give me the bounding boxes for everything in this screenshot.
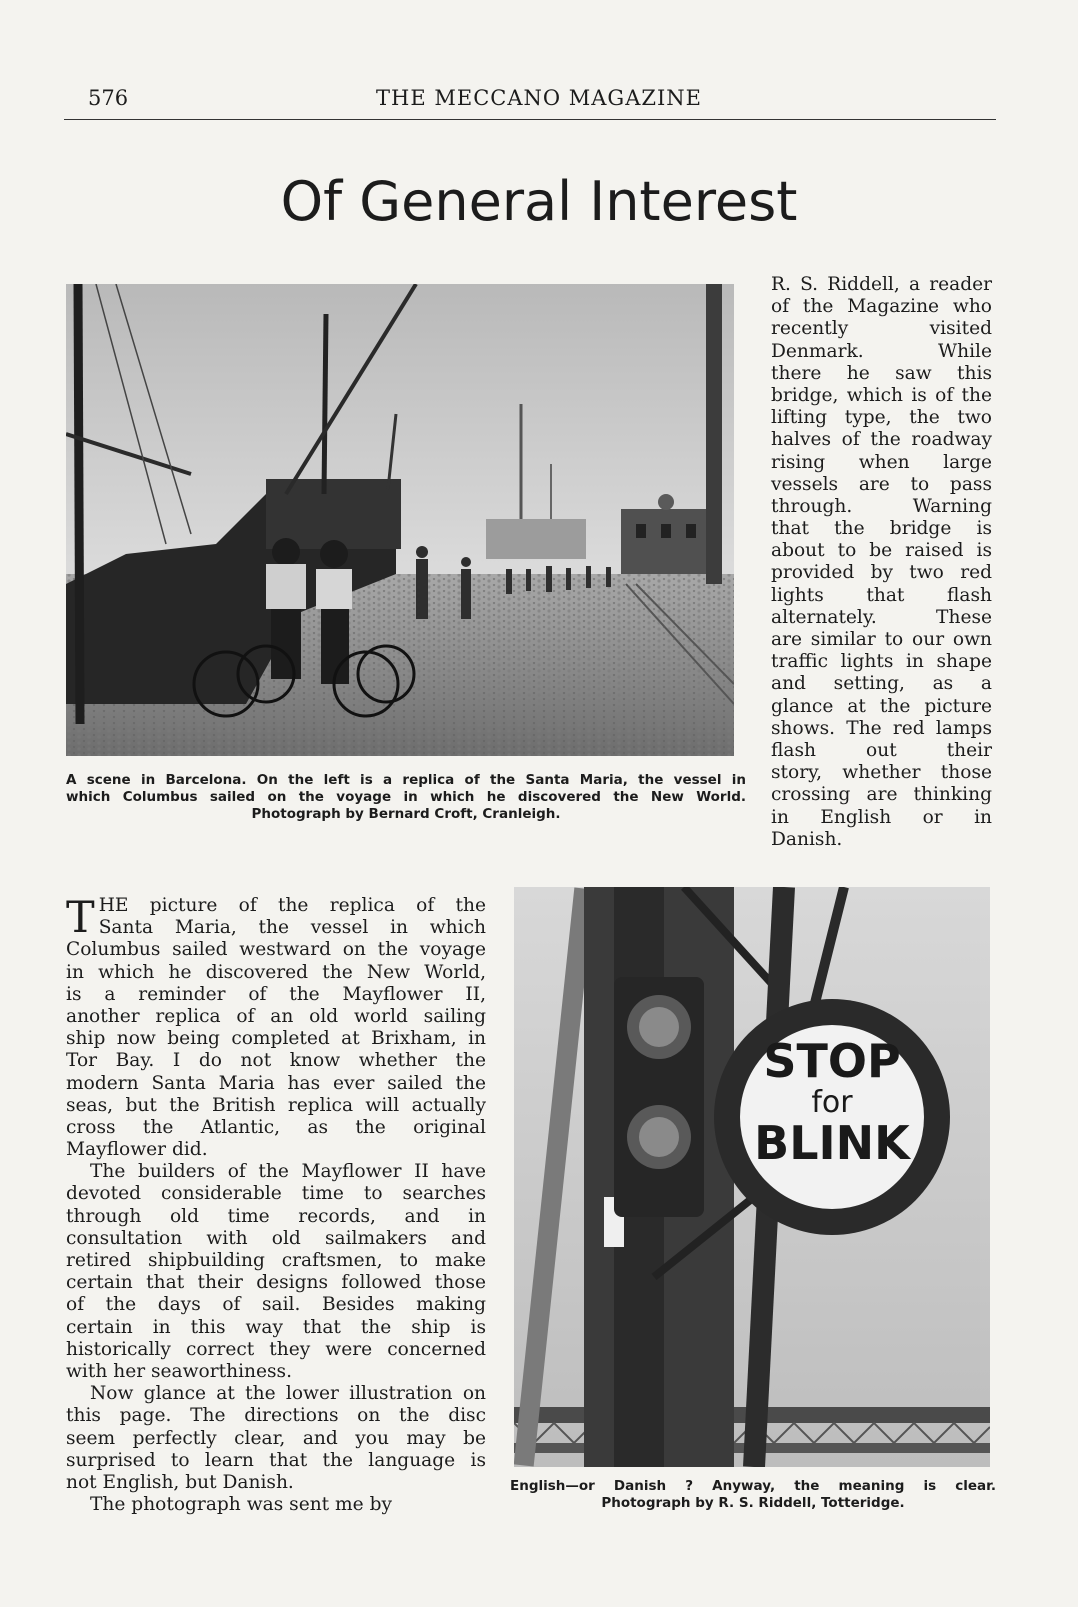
text-line: lifting type, the two [771, 407, 992, 429]
text-line: recently visited [771, 318, 992, 340]
text-line: R. S. Riddell, a reader [771, 274, 992, 295]
text-line: glance at the picture [771, 695, 992, 717]
text-line: of the Magazine who [771, 296, 992, 318]
text-line: vessels are to pass [771, 473, 992, 495]
text-line: another replica of an old world sailing [66, 1005, 486, 1027]
text-line: shows. The red lamps [771, 717, 992, 739]
text-line: Santa Maria, the vessel in which [98, 917, 486, 939]
text-line: lights that flash [771, 584, 992, 606]
barcelona-photo-caption [66, 772, 746, 823]
text-line: through. Warning [771, 495, 992, 517]
text-line: there he saw this [771, 362, 992, 384]
text-line: certain that their designs followed those [66, 1272, 486, 1294]
text-line: provided by two red [771, 562, 992, 584]
text-line: and setting, as a [771, 673, 992, 695]
text-line: story, whether those [771, 762, 992, 784]
text-line: through old time records, and in [66, 1205, 486, 1227]
text-line: devoted considerable time to searches [66, 1183, 486, 1205]
text-line: crossing are thinking [771, 784, 992, 806]
text-line: that the bridge is [771, 518, 992, 540]
caption-line: Photograph by R. S. Riddell, Totteridge. [601, 1495, 905, 1511]
page-number: 576 [88, 86, 129, 110]
caption-line: A scene in Barcelona. On the left is a replica of the Santa Maria, the vessel in [66, 772, 746, 788]
text-line: seem perfectly clear, and you may be [66, 1427, 486, 1449]
article-title: Of General Interest [280, 170, 798, 233]
text-line: surprised to learn that the language is [66, 1449, 486, 1471]
text-line: alternately. These [771, 606, 992, 628]
text-line: historically correct they were concerned [66, 1338, 486, 1360]
stop-for-blink-photo [514, 887, 990, 1467]
text-line: flash out their [771, 739, 992, 761]
sign-text-for: for [811, 1085, 853, 1120]
text-line: Danish. [771, 828, 843, 850]
text-line: consultation with old sailmakers and [66, 1227, 486, 1249]
sign-text-stop: STOP [763, 1034, 901, 1088]
text-line: in English or in [771, 806, 992, 828]
text-line: this page. The directions on the disc [66, 1405, 486, 1427]
text-line: bridge, which is of the [771, 384, 992, 406]
text-line: with her seaworthiness. [66, 1360, 292, 1382]
text-line: about to be raised is [771, 540, 992, 562]
caption-line: English—or Danish ? Anyway, the meaning is clear. [510, 1478, 996, 1494]
text-line: not English, but Danish. [66, 1471, 294, 1493]
text-line: HE picture of the replica of the [98, 895, 486, 916]
text-line: is a reminder of the Mayflower II, [66, 983, 486, 1005]
text-line: Now glance at the lower illustration on [90, 1383, 486, 1405]
right-column-text [771, 274, 992, 851]
dropcap: T [66, 893, 95, 943]
stop-for-blink-caption [510, 1478, 996, 1512]
text-line: rising when large [771, 451, 992, 473]
caption-line: which Columbus sailed on the voyage in which he discovered the New World. [66, 789, 746, 805]
text-line: modern Santa Maria has ever sailed the [66, 1072, 486, 1094]
barcelona-photo [66, 284, 734, 756]
text-line: in which he discovered the New World, [66, 961, 486, 983]
text-line: traffic lights in shape [771, 651, 992, 673]
text-line: halves of the roadway [771, 429, 992, 451]
text-line: of the days of sail. Besides making [66, 1294, 486, 1316]
header-rule [64, 119, 996, 120]
text-line: Mayflower did. [66, 1139, 208, 1161]
text-line: ship now being completed at Brixham, in [66, 1028, 486, 1050]
text-line: The builders of the Mayflower II have [90, 1161, 486, 1183]
text-line: Columbus sailed westward on the voyage [66, 939, 486, 961]
caption-line: Photograph by Bernard Croft, Cranleigh. [251, 806, 561, 822]
left-column-text [66, 895, 486, 1516]
running-head: THE MECCANO MAGAZINE [376, 86, 702, 110]
sign-text-blink: BLINK [754, 1116, 910, 1170]
text-line: Tor Bay. I do not know whether the [66, 1050, 486, 1072]
text-line: certain in this way that the ship is [66, 1316, 486, 1338]
text-line: cross the Atlantic, as the original [66, 1116, 486, 1138]
text-line: The photograph was sent me by [90, 1494, 393, 1516]
text-line: Denmark. While [771, 340, 992, 362]
text-line: seas, but the British replica will actually [66, 1094, 486, 1116]
text-line: retired shipbuilding craftsmen, to make [66, 1250, 486, 1271]
text-line: are similar to our own [771, 629, 992, 650]
